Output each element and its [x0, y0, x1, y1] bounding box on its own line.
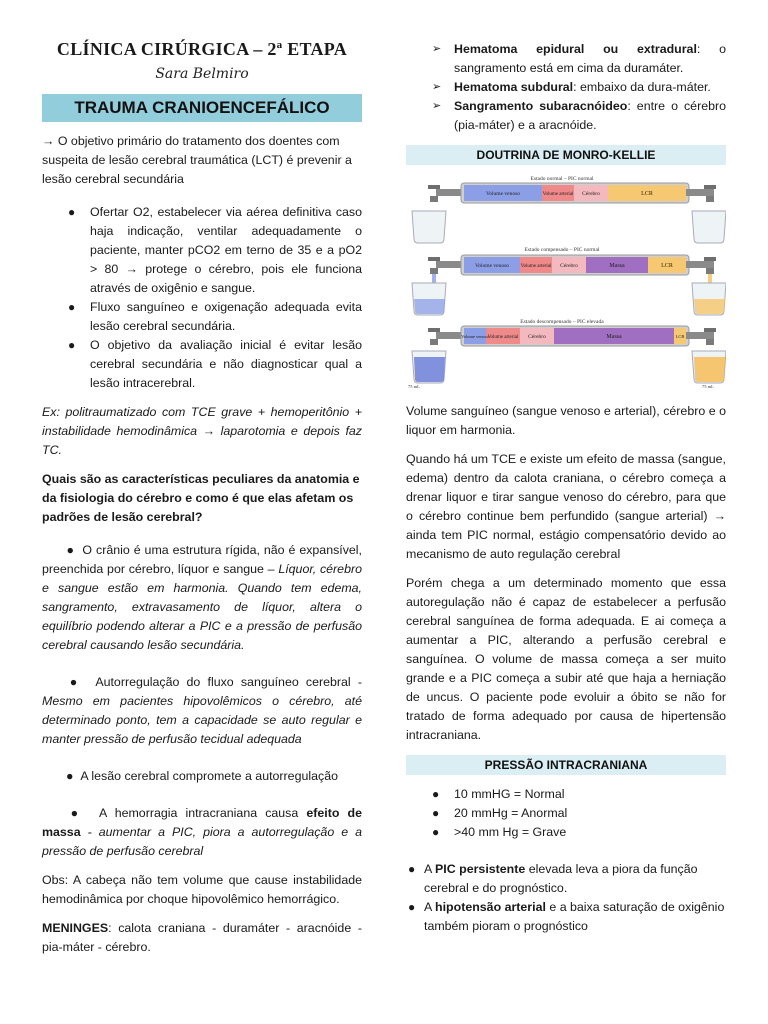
- author-name: Sara Belmiro: [155, 66, 249, 82]
- diagram-state-label: Estado normal – PIC normal: [530, 176, 594, 182]
- arrow-icon: →: [42, 134, 55, 148]
- faucet-left-icon: [428, 185, 464, 202]
- beaker-icon: [692, 351, 726, 383]
- segment-label: Massa: [606, 334, 622, 340]
- segment-label: Massa: [609, 263, 625, 269]
- section-banner-trauma: TRAUMA CRANIOENCEFÁLICO: [42, 94, 362, 122]
- segment-label: Cérebro: [528, 334, 546, 340]
- document-title: CLÍNICA CIRÚRGICA – 2ª ETAPA: [56, 39, 348, 59]
- monro-kellie-diagram: [406, 171, 726, 389]
- diagram-state-label: Estado compensado – PIC normal: [524, 247, 600, 253]
- autorregulacao-paragraph: ● Autorregulação do fluxo sanguíneo cerebral - Mesmo em pacientes hipovolêmicos o cérebro, até determinado ponto, tem a capacidade se auto regular e manter pressão de perfusão tecidual adequada: [42, 675, 362, 746]
- hemorragia-paragraph: ● A hemorragia intracraniana causa efeito de massa - aumentar a PIC, piora a autorregulação e a pressão de perfusão cerebral: [42, 806, 362, 858]
- segment-label: Cérebro: [582, 191, 600, 197]
- left-column: [42, 40, 362, 957]
- segment-label: LCR: [675, 334, 685, 339]
- beaker-label: 75 mL: [702, 384, 714, 389]
- list-item: ● Ofertar O2, estabelecer via aérea definitiva caso haja indicação, ventilar adequadamente o paciente, manter pCO2 em terno de 35 e a pO2 > 80 → protege o cérebro, pois ele funciona através de oxigênio e sangue.: [68, 205, 362, 295]
- faucet-right-icon: [686, 328, 716, 345]
- paragraph-autoregulacao: Porém chega a um determinado momento que essa autoregulação não é capaz de estabelecer a perfusão cerebral sanguínea de forma adequada. E ai começa a aumentar a PIC, alterando a perfusão cerebral e sanguínea. O volume de massa começa a ser muito grande e a PIC começa a subir até que haja a herniação de uncus. O paciente pode evoluir a óbito se não for tratado de forma adequado por causa de hipertensão intracraniana.: [406, 576, 726, 742]
- paragraph-harmonia: Volume sanguíneo (sangue venoso e arterial), cérebro e o liquor em harmonia.: [406, 404, 726, 437]
- right-column: [406, 40, 726, 936]
- arrow-bullet-icon: ➢: [432, 43, 442, 55]
- section-banner-monro-kellie: DOUTRINA DE MONRO-KELLIE: [406, 145, 726, 165]
- bullet-icon: ●: [66, 543, 83, 557]
- segment-label: Volume venoso: [461, 334, 489, 339]
- list-item: ➢ Sangramento subaracnóideo: entre o cérebro (pia-máter) e a aracnóide.: [432, 99, 726, 132]
- section-banner-pic: PRESSÃO INTRACRANIANA: [406, 755, 726, 775]
- segment-label: Volume arterial: [487, 335, 519, 340]
- segment-label: Volume arterial: [542, 192, 574, 197]
- bullet-icon: ●: [66, 675, 96, 689]
- bullet-icon: ●: [432, 787, 440, 801]
- intro-paragraph: → O objetivo primário do tratamento dos doentes com suspeita de lesão cerebral traumática (LCT) é prevenir a lesão cerebral secundária: [42, 134, 352, 186]
- obs-paragraph: Obs: A cabeça não tem volume que cause instabilidade hemodinâmica por choque hipovolêmico hemorrágico.: [42, 873, 362, 906]
- paragraph-tce: Quando há um TCE e existe um efeito de massa (sangue, edema) dentro da calota craniana, o cérebro começa a drenar liquor e tirar sangue venoso do cérebro, para que o cérebro continue bem perfundido (sangue arterial) → ainda tem PIC normal, estágio compensatório devido ao mecanismo de auto regulação cerebral: [406, 452, 726, 561]
- list-item: ● A hipotensão arterial e a baixa saturação de oxigênio também pioram o prognóstico: [408, 900, 725, 933]
- segment-label: Volume venoso: [486, 191, 520, 197]
- beaker-icon: [412, 211, 446, 243]
- hematoma-list: [432, 40, 726, 135]
- arrow-bullet-icon: ➢: [432, 100, 442, 112]
- pic-values-list: [432, 785, 726, 842]
- prognosis-list: [408, 860, 726, 936]
- list-item: ● 10 mmHG = Normal: [454, 785, 726, 804]
- example-paragraph: Ex: politraumatizado com TCE grave + hemoperitônio + instabilidade hemodinâmica → laparotomia e depois faz TC.: [42, 405, 362, 457]
- bullet-icon: ●: [432, 825, 440, 839]
- list-item: ➢ Hematoma subdural: embaixo da dura-máter.: [454, 78, 726, 97]
- beaker-icon: [412, 283, 446, 315]
- list-item: ● A PIC persistente elevada leva a piora da função cerebral e do prognóstico.: [408, 862, 698, 895]
- segment-label: LCR: [661, 263, 673, 269]
- faucet-right-icon: [686, 185, 716, 202]
- diagram-state-label: Estado descompensado – PIC elevada: [520, 319, 604, 325]
- list-item: ● >40 mm Hg = Grave: [454, 823, 726, 842]
- bullet-icon: ●: [68, 205, 76, 219]
- beaker-label: 75 mL: [408, 384, 420, 389]
- beaker-icon: [692, 211, 726, 243]
- bullet-icon: ●: [432, 806, 440, 820]
- segment-label: LCR: [641, 191, 653, 197]
- arrow-bullet-icon: ➢: [432, 81, 442, 93]
- bullet-icon: ●: [68, 338, 76, 352]
- meninges-paragraph: MENINGES: calota craniana - duramáter - aracnóide - pia-máter - cérebro.: [42, 921, 362, 954]
- bullet-icon: ●: [68, 300, 76, 314]
- bullet-list-care: [68, 203, 362, 393]
- bullet-icon: ●: [66, 769, 81, 783]
- beaker-icon: [412, 351, 446, 383]
- cranio-paragraph: ● O crânio é uma estrutura rígida, não é expansível, preenchida por cérebro, líquor e sangue – Líquor, cérebro e sangue estão em harmonia. Quando tem edema, sangramento, extravasamento de líquor, altera o equilíbrio podendo alterar a PIC e a pressão de perfusão cerebral causando lesão secundária.: [42, 543, 363, 652]
- segment-label: Volume venoso: [475, 263, 509, 269]
- question-heading: Quais são as características peculiares da anatomia e da fisiologia do cérebro e como é que elas afetam os padrões de lesão cerebral?: [42, 472, 360, 524]
- beaker-icon: [692, 283, 726, 315]
- faucet-left-icon: [428, 328, 464, 345]
- bullet-icon: ●: [66, 806, 100, 820]
- segment-label: Cérebro: [560, 263, 578, 269]
- list-item: ➢ Hematoma epidural ou extradural: o sangramento está em cima da duramáter.: [432, 42, 726, 75]
- segment-label: Volume arterial: [520, 264, 552, 269]
- list-item: ● Fluxo sanguíneo e oxigenação adequada evita lesão cerebral secundária.: [68, 300, 362, 333]
- lesao-paragraph: ● A lesão cerebral compromete a autorregulação: [66, 769, 338, 783]
- bullet-icon: ●: [408, 862, 416, 876]
- list-item: ● 20 mmHg = Anormal: [454, 804, 726, 823]
- bullet-icon: ●: [408, 900, 416, 914]
- list-item: ● O objetivo da avaliação inicial é evitar lesão cerebral secundária e não diagnosticar qual a lesão intracerebral.: [68, 338, 362, 390]
